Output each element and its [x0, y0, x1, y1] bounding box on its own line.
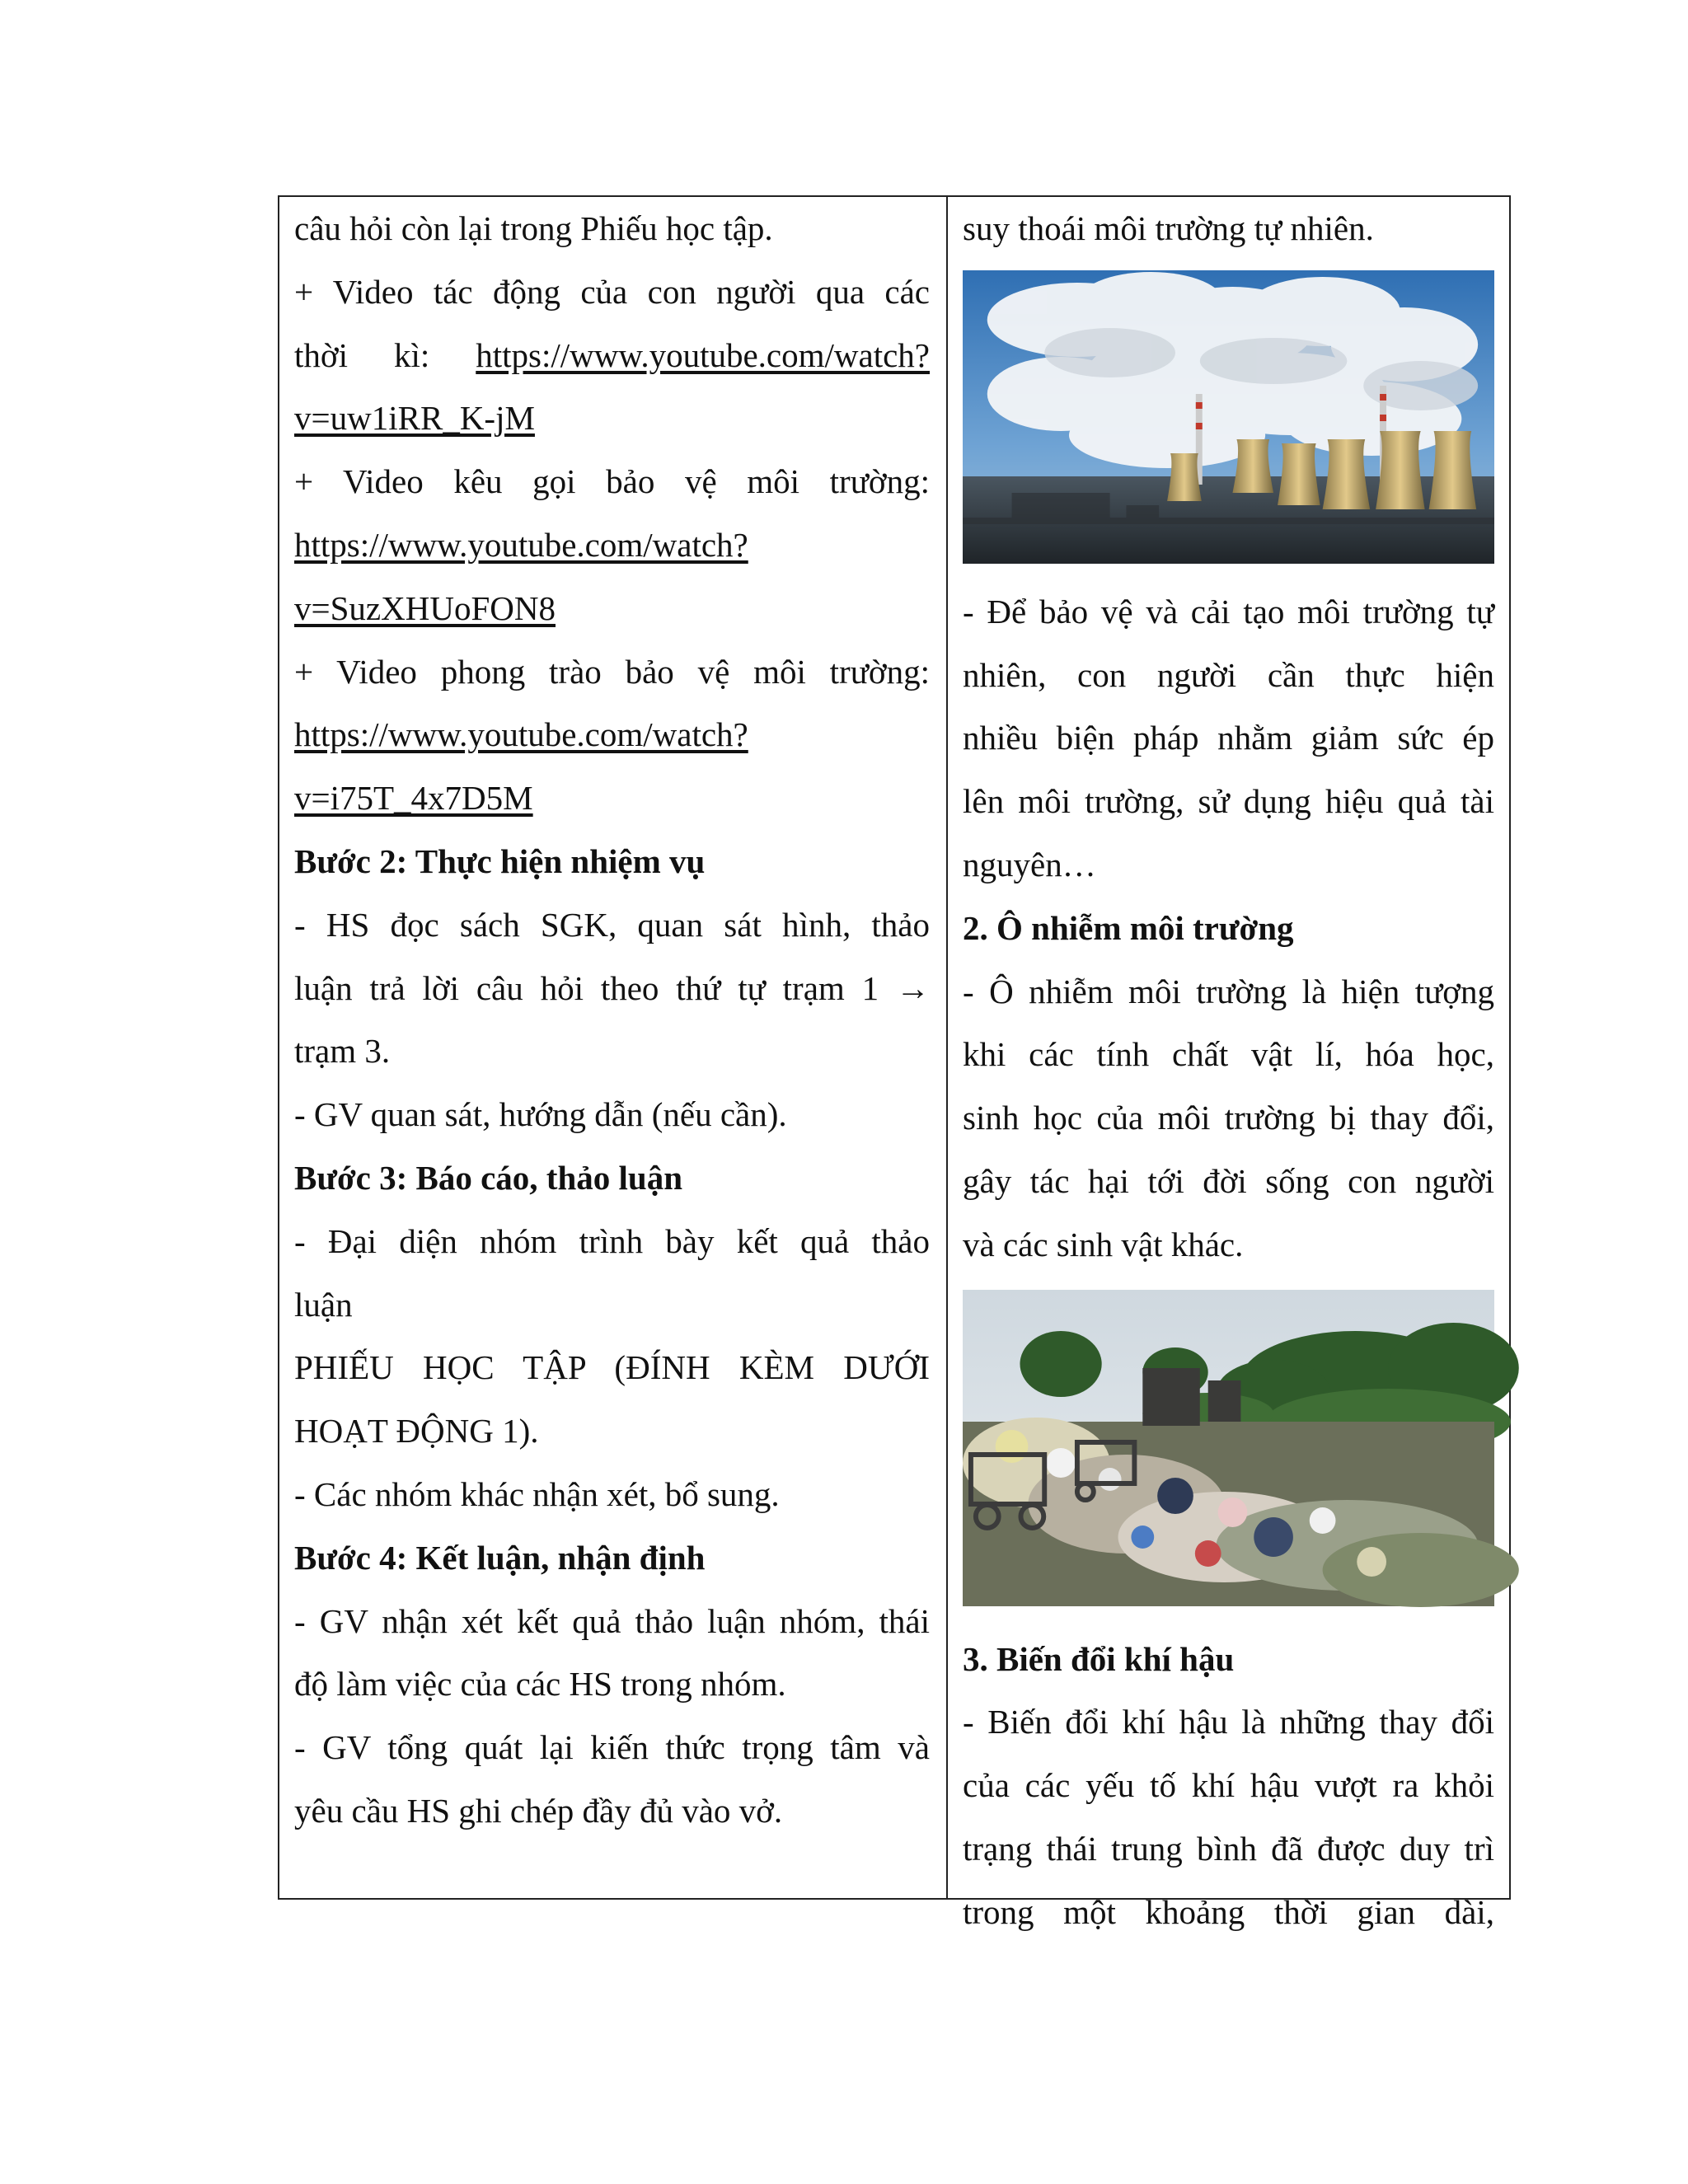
- youtube-link-1[interactable]: https://www.youtube.com/watch?: [476, 335, 930, 374]
- youtube-link-3-cont[interactable]: v=i75T_4x7D5M: [294, 779, 533, 818]
- right-column: [948, 197, 1509, 1931]
- text-line: yêu cầu HS ghi chép đầy đủ vào vở.: [294, 1791, 783, 1830]
- text-line: sinh học của môi trường bị thay đổi,: [963, 1099, 1494, 1137]
- text-line: - HS đọc sách SGK, quan sát hình, thảo: [294, 905, 930, 944]
- text-line: khi các tính chất vật lí, hóa học,: [963, 1035, 1494, 1074]
- text-line: - Để bảo vệ và cải tạo môi trường tự: [963, 592, 1494, 630]
- lesson-table: [278, 195, 1511, 1931]
- text-line: nhiên, con người cần thực hiện: [963, 655, 1494, 694]
- text-line: [294, 766, 930, 830]
- text-line: trạm 3.: [294, 1032, 391, 1071]
- text-line: [294, 577, 930, 640]
- text-line: [294, 324, 930, 387]
- text-line: + Video phong trào bảo vệ môi trường:: [294, 652, 930, 691]
- text-line: nguyên…: [963, 845, 1096, 883]
- text-line: câu hỏi còn lại trong Phiếu học tập.: [294, 209, 773, 247]
- text-line: + Video kêu gọi bảo vệ môi trường:: [294, 462, 930, 501]
- text-line: PHIẾU HỌC TẬP (ĐÍNH KÈM DƯỚI: [294, 1348, 930, 1387]
- text-line: suy thoái môi trường tự nhiên.: [963, 209, 1374, 247]
- garbage-dump-image: [963, 1290, 1494, 1606]
- youtube-link-2-cont[interactable]: v=SuzXHUoFON8: [294, 588, 556, 627]
- text-line: [294, 387, 930, 450]
- text-line: - Đại diện nhóm trình bày kết quả thảo: [294, 1221, 930, 1260]
- section-3-heading: 3. Biến đổi khí hậu: [963, 1639, 1235, 1678]
- text-line: - Biến đổi khí hậu là những thay đổi: [963, 1703, 1494, 1741]
- text-line: - GV nhận xét kết quả thảo luận nhóm, thái: [294, 1601, 930, 1640]
- text-line: gây tác hại tới đời sống con người: [963, 1161, 1494, 1200]
- text-line: - GV quan sát, hướng dẫn (nếu cần).: [294, 1095, 787, 1134]
- text-line: [294, 703, 930, 766]
- text-line: độ làm việc của các HS trong nhóm.: [294, 1665, 786, 1704]
- youtube-link-3[interactable]: https://www.youtube.com/watch?: [294, 715, 748, 754]
- text-line: trạng thái trung bình đã được duy trì: [963, 1829, 1494, 1868]
- garbage-dump-photo: [963, 1290, 1494, 1606]
- factory-smoke-image: [963, 270, 1494, 564]
- text-line: + Video tác động của con người qua các: [294, 272, 930, 311]
- youtube-link-1-cont[interactable]: v=uw1iRR_K-jM: [294, 399, 535, 438]
- text-line: - GV tổng quát lại kiến thức trọng tâm và: [294, 1728, 930, 1767]
- text-line: HOẠT ĐỘNG 1).: [294, 1412, 539, 1451]
- factory-smoke-photo: [963, 270, 1494, 564]
- text-line: luận: [294, 1285, 353, 1324]
- section-2-heading: 2. Ô nhiễm môi trường: [963, 908, 1294, 947]
- step-3-heading: Bước 3: Báo cáo, thảo luận: [294, 1158, 682, 1197]
- text-line: - Các nhóm khác nhận xét, bổ sung.: [294, 1474, 780, 1513]
- text-line: lên môi trường, sử dụng hiệu quả tài: [963, 782, 1494, 821]
- text-line: luận trả lời câu hỏi theo thứ tự trạm 1 →: [294, 968, 930, 1007]
- text-line: của các yếu tố khí hậu vượt ra khỏi: [963, 1766, 1494, 1805]
- step-2-heading: Bước 2: Thực hiện nhiệm vụ: [294, 841, 706, 880]
- text-line: [294, 513, 930, 577]
- text-fragment: thời kì:: [294, 335, 476, 374]
- text-line: nhiều biện pháp nhằm giảm sức ép: [963, 719, 1494, 757]
- step-4-heading: Bước 4: Kết luận, nhận định: [294, 1538, 706, 1577]
- text-line: trong một khoảng thời gian dài,: [963, 1892, 1494, 1931]
- youtube-link-2[interactable]: https://www.youtube.com/watch?: [294, 525, 748, 564]
- left-column: [279, 197, 948, 1898]
- text-line: và các sinh vật khác.: [963, 1225, 1244, 1263]
- text-line: - Ô nhiễm môi trường là hiện tượng: [963, 972, 1494, 1010]
